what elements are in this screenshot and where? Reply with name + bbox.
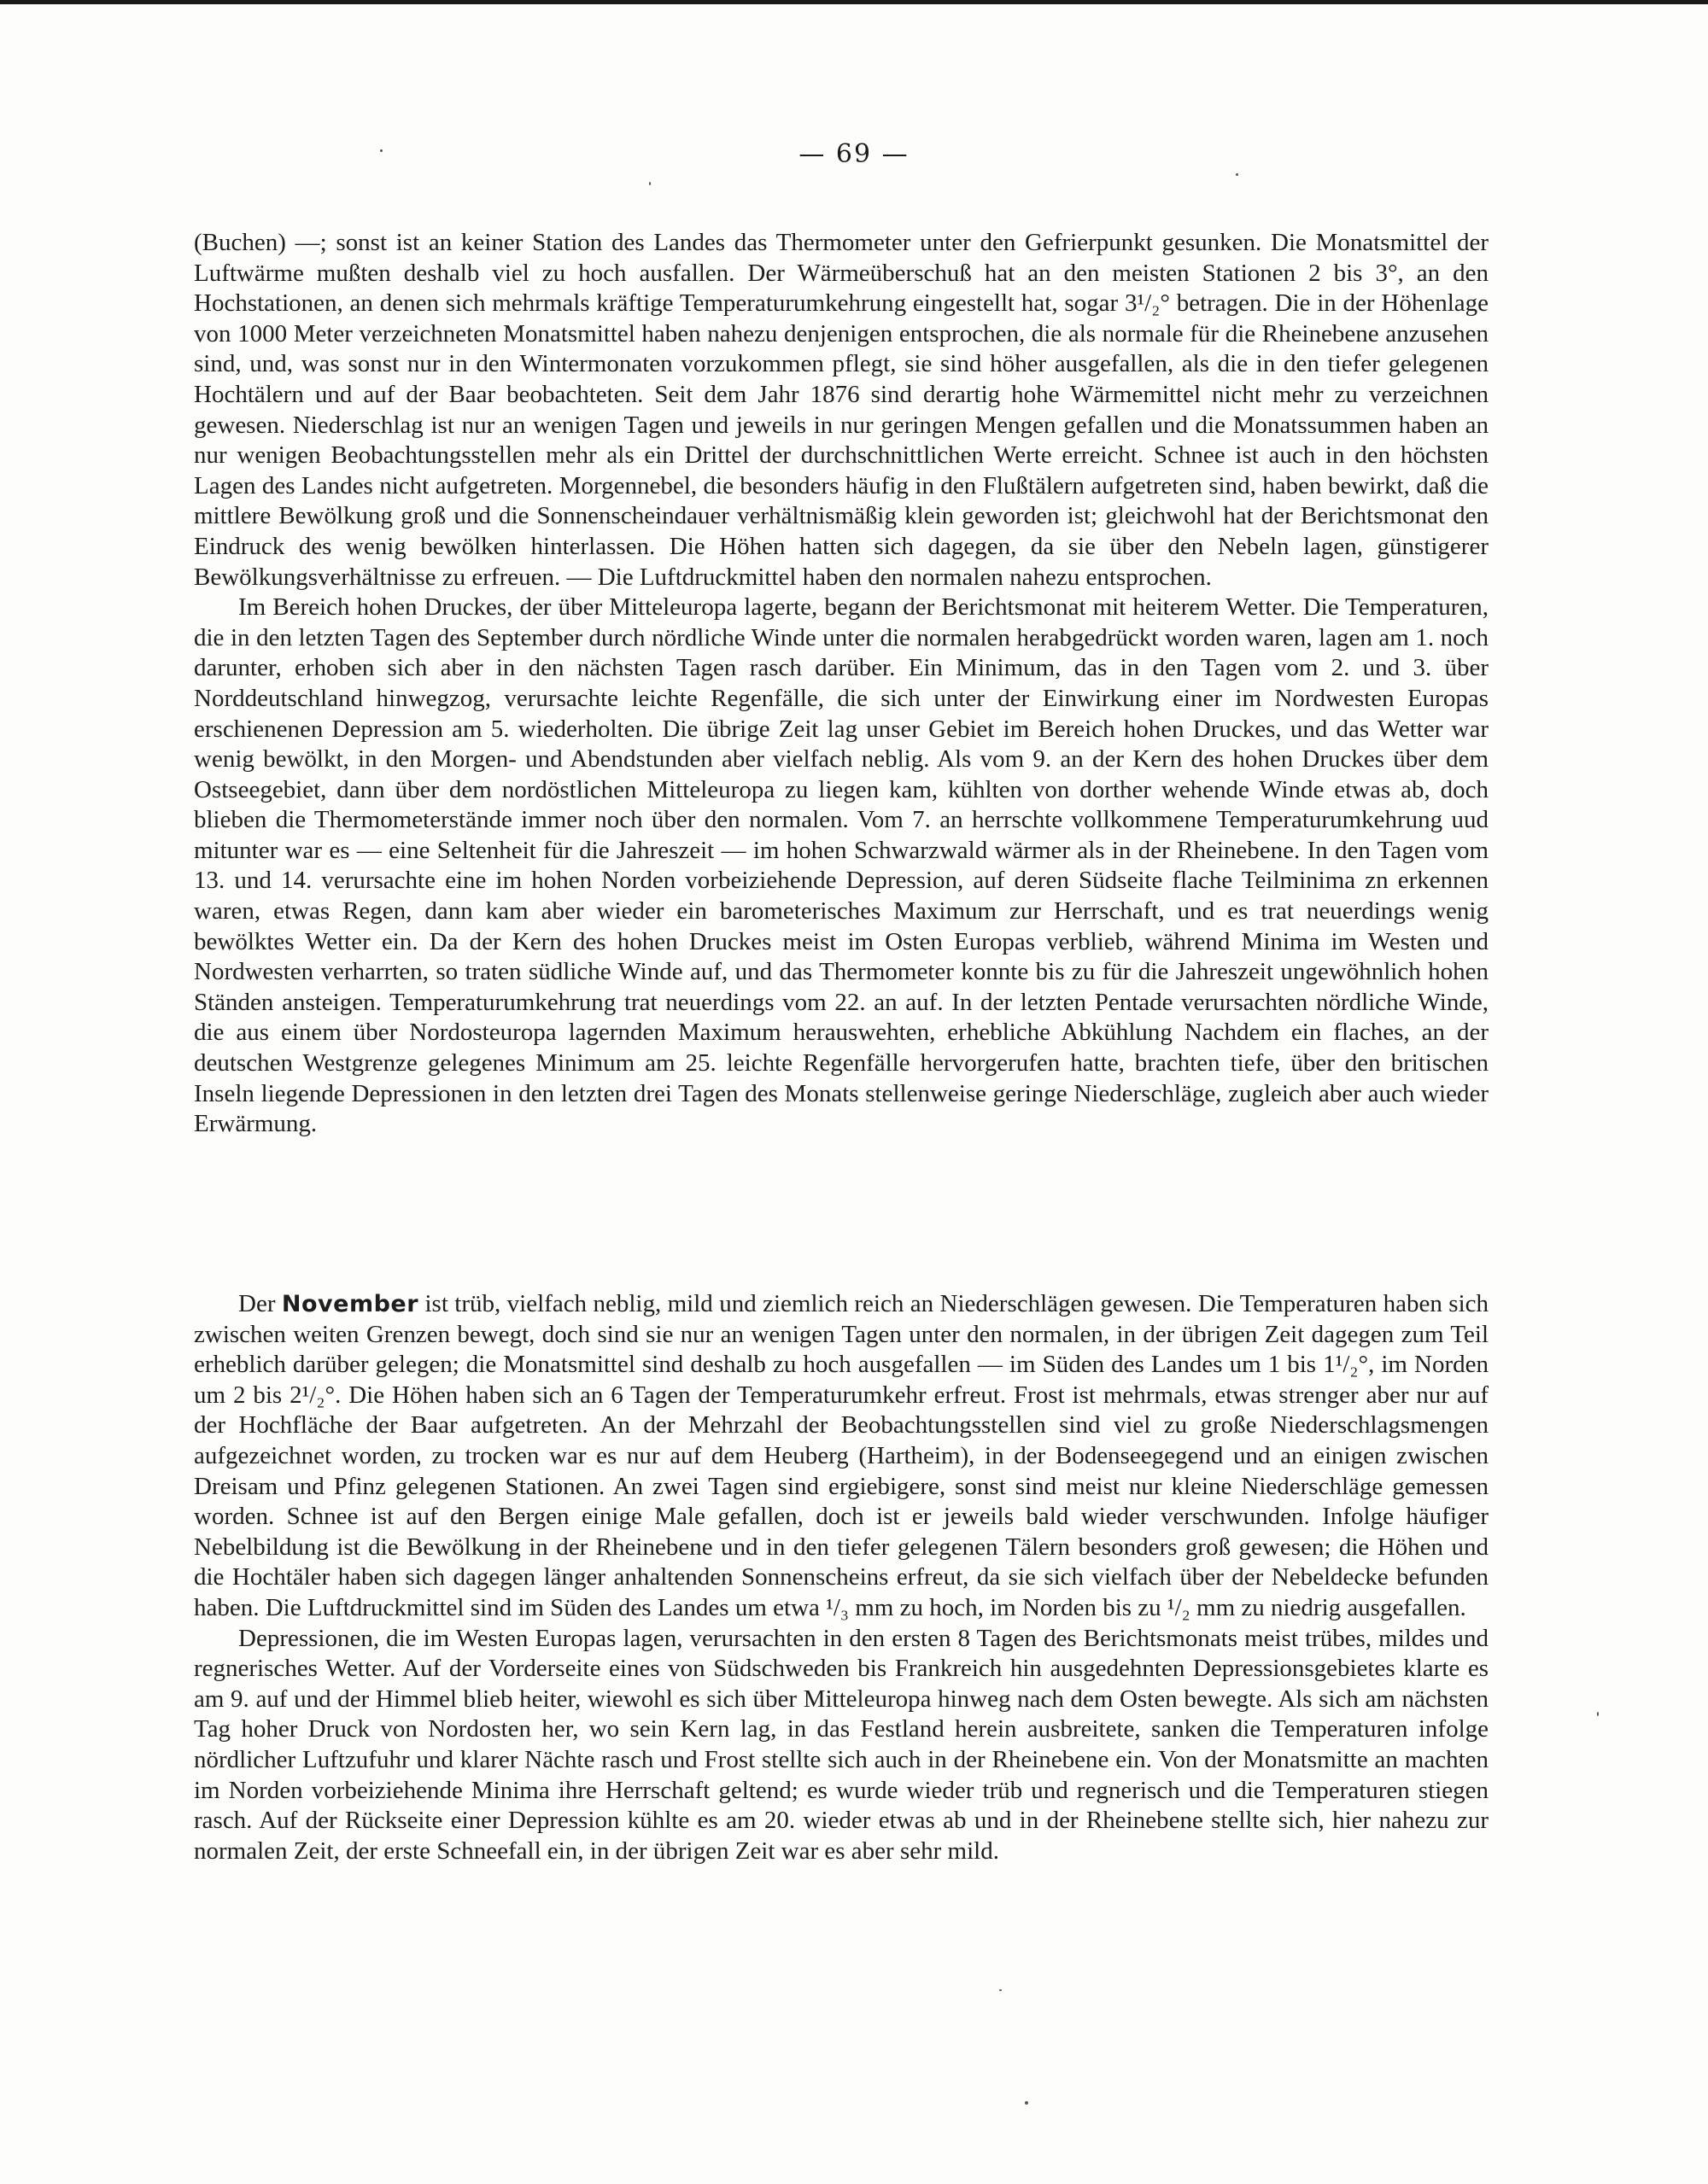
october-report-section xyxy=(194,228,1489,1140)
scan-speck xyxy=(1597,1712,1599,1716)
scan-speck xyxy=(380,149,383,152)
scan-speck xyxy=(999,1989,1002,1991)
month-heading-november: November xyxy=(281,1291,419,1317)
october-weather-paragraph: Im Bereich hohen Druckes, der über Mitteleuropa lagerte, begann der Berichtsmonat mit heiterem Wetter. Die Temperaturen, die in den letzten Tagen des September durch nördliche Winde unter die normalen herabgedrückt worden waren, lagen am 1. noch darunter, erhoben sich aber in den nächsten Tagen rasch darüber. Ein Minimum, das in den Tagen vom 2. und 3. über Norddeutschland hinwegzog, verursachte leichte Regenfälle, die sich unter der Einwirkung einer im Nordwesten Europas erschienenen Depression am 5. wiederholten. Die übrige Zeit lag unser Gebiet im Bereich hohen Druckes, und das Wetter war wenig bewölkt, in den Morgen- und Abendstunden aber vielfach neblig. Als vom 9. an der Kern des hohen Druckes über dem Ostseegebiet, dann über dem nordöstlichen Mitteleuropa zu liegen kam, kühlten von dorther wehende Winde etwas ab, doch blieben die Thermometerstände immer noch über den normalen. Vom 7. an herrschte vollkommene Temperaturumkehrung uud mitunter war es — eine Seltenheit für die Jahreszeit — im hohen Schwarzwald wärmer als in der Rheinebene. In den Tagen vom 13. und 14. verursachte eine im hohen Norden vorbeiziehende Depression, auf deren Südseite flache Teilminima zn erkennen waren, etwas Regen, dann kam aber wieder ein barometerisches Maximum zur Herrschaft, und es trat neuerdings wenig bewölktes Wetter ein. Da der Kern des hohen Druckes meist im Osten Europas verblieb, während Minima im Westen und Nordwesten verharrten, so traten südliche Winde auf, und das Thermometer konnte bis zu für die Jahreszeit ungewöhnlich hohen Ständen ansteigen. Temperaturumkehrung trat neuerdings vom 22. an auf. In der letzten Pentade verursachten nördliche Winde, die aus einem über Nordosteuropa lagernden Maximum herauswehten, erhebliche Abkühlung Nachdem ein flaches, an der deutschen Westgrenze gelegenes Minimum am 25. leichte Regenfälle hervorgerufen hatte, brachten tiefe, über den britischen Inseln liegende Depressionen in den letzten drei Tagen des Monats stellenweise geringe Niederschläge, zugleich aber auch wieder Erwärmung. xyxy=(194,593,1489,1138)
scan-speck xyxy=(649,182,651,185)
november-lead-in: Der xyxy=(238,1290,276,1317)
november-summary-text: ist trüb, vielfach neblig, mild und ziemlich reich an Niederschlägen gewesen. Die Temperaturen haben sich zwischen weiten Grenzen bewegt, doch sind sie nur an wenigen Tagen unter den normalen, in der übrigen Zeit dagegen zum Teil erheblich darüber gelegen; die Monatsmittel sind deshalb zu hoch ausgefallen — im Süden des Landes um 1 bis 1¹/₂°, im Norden um 2 bis 2¹/₂°. Die Höhen haben sich an 6 Tagen der Temperaturumkehr erfreut. Frost ist mehrmals, etwas strenger aber nur auf der Hochfläche der Baar aufgetreten. An der Mehrzahl der Beobachtungsstellen sind viel zu große Niederschlagsmengen aufgezeichnet worden, zu trocken war es nur auf dem Heuberg (Hartheim), in der Bodenseegegend und an einigen zwischen Dreisam und Pfinz gelegenen Stationen. An zwei Tagen sind ergiebigere, sonst sind meist nur kleine Niederschläge gemessen worden. Schnee ist auf den Bergen einige Male gefallen, doch ist er jeweils bald wieder verschwunden. Infolge häufiger Nebelbildung ist die Bewölkung in der Rheinebene und in den tiefer gelegenen Tälern besonders groß gewesen; die Höhen und die Hochtäler haben sich dagegen länger anhaltenden Sonnenscheins erfreut, da sie sich vielfach über der Nebeldecke befunden haben. Die Luftdruckmittel sind im Süden des Landes um etwa ¹/₃ mm zu hoch, im Norden bis zu ¹/₂ mm zu niedrig ausgefallen. xyxy=(194,1290,1489,1621)
october-summary-paragraph: (Buchen) —; sonst ist an keiner Station des Landes das Thermometer unter den Gefrierpunkt gesunken. Die Monatsmittel der Luftwärme mußten deshalb viel zu hoch ausfallen. Der Wärmeüberschuß hat an den meisten Stationen 2 bis 3°, an den Hochstationen, an denen sich mehrmals kräftige Temperaturumkehrung eingestellt hat, sogar 3¹/₂° betragen. Die in der Höhenlage von 1000 Meter verzeichneten Monatsmittel haben nahezu denjenigen entsprochen, die als normale für die Rheinebene anzusehen sind, und, was sonst nur in den Wintermonaten vorzukommen pflegt, sie sind höher ausgefallen, als die in den tiefer gelegenen Hochtälern und auf der Baar beobachteten. Seit dem Jahr 1876 sind derartig hohe Wärmemittel nicht mehr zu verzeichnen gewesen. Niederschlag ist nur an wenigen Tagen und jeweils in nur geringen Mengen gefallen und die Monatssummen haben an nur wenigen Beobachtungsstellen mehr als ein Drittel der durchschnittlichen Werte erreicht. Schnee ist auch in den höchsten Lagen des Landes nicht aufgetreten. Morgennebel, die besonders häufig in den Flußtälern aufgetreten sind, haben bewirkt, daß die mittlere Bewölkung groß und die Sonnenscheindauer verhältnismäßig klein geworden ist; gleichwohl hat der Berichtsmonat den Eindruck des wenig bewölken hinterlassen. Die Höhen hatten sich dagegen, da sie über den Nebeln lagen, günstigerer Bewölkungsverhältnisse zu erfreuen. — Die Luftdruckmittel haben den normalen nahezu entsprochen. xyxy=(194,229,1489,591)
november-report-section xyxy=(194,1289,1489,1866)
scan-speck xyxy=(1025,2101,1028,2105)
scan-speck xyxy=(1236,173,1238,176)
page-number: — 69 — xyxy=(798,139,910,169)
november-weather-paragraph: Depressionen, die im Westen Europas lagen, verursachten in den ersten 8 Tagen des Berichtsmonats meist trübes, mildes und regnerisches Wetter. Auf der Vorderseite eines von Südschweden bis Frankreich hin ausgedehnten Depressionsgebietes klarte es am 9. auf und der Himmel blieb heiter, wiewohl es sich über Mitteleuropa hinweg nach dem Osten bewegte. Als sich am nächsten Tag hoher Druck von Nordosten her, wo sein Kern lag, in das Festland herein ausbreitete, sanken die Temperaturen infolge nördlicher Luftzufuhr und klarer Nächte rasch und Frost stellte sich auch in der Rheinebene ein. Von der Monatsmitte an machten im Norden vorbeiziehende Minima ihre Herrschaft geltend; es wurde wieder trüb und regnerisch und die Temperaturen stiegen rasch. Auf der Rückseite einer Depression kühlte es am 20. wieder etwas ab und in der Rheinebene stellte sich, hier nahezu zur normalen Zeit, der erste Schneefall ein, in der übrigen Zeit war es aber sehr mild. xyxy=(194,1624,1489,1865)
november-summary-paragraph xyxy=(194,1289,1489,1624)
